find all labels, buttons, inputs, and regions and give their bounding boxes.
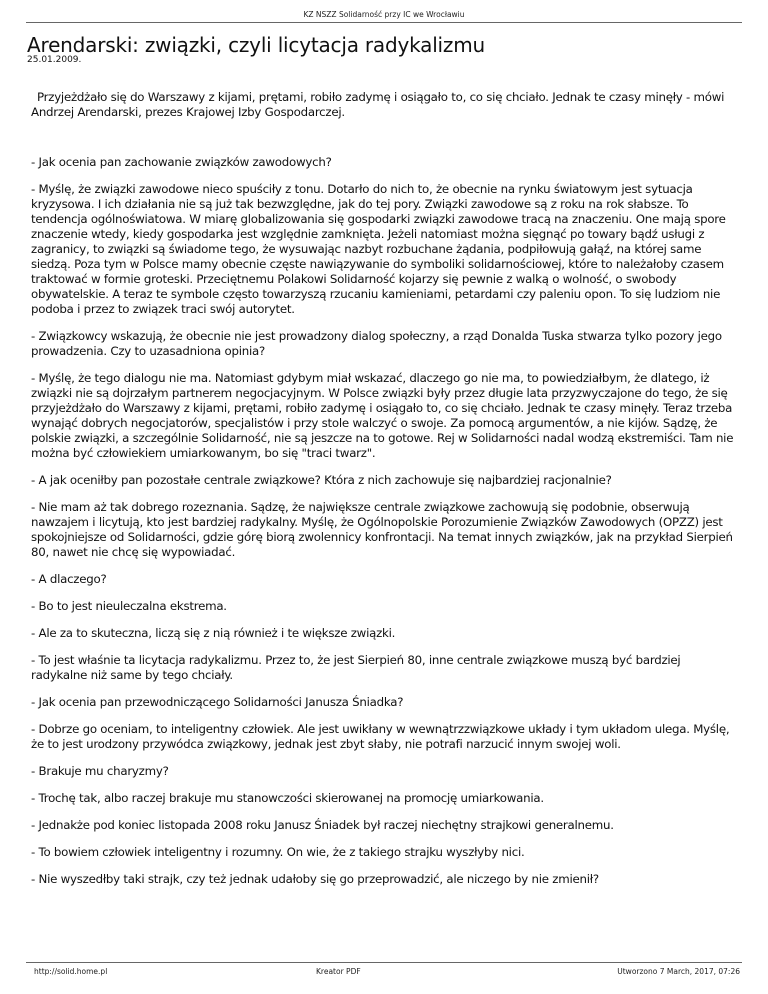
article-lead: Przyjeżdżało się do Warszawy z kijami, prętami, robiło zadymę i osiągało to, co się chciało. Jednak te czasy minęły - mówi Andrzej Arendarski, prezes Krajowej Izby Gospodarczej. — [31, 90, 725, 119]
footer-generator: Kreator PDF — [316, 967, 361, 976]
paragraph: - Jak ocenia pan przewodniczącego Solidarności Janusza Śniadka? — [31, 695, 404, 709]
page-footer — [26, 962, 742, 978]
paragraph: - Ale za to skuteczna, liczą się z nią również i te większe związki. — [31, 626, 396, 640]
article-body — [31, 90, 737, 899]
paragraph: - Jednakże pod koniec listopada 2008 roku Janusz Śniadek był raczej niechętny strajkowi generalnemu. — [31, 818, 614, 832]
paragraph: - Nie wyszedłby taki strajk, czy też jednak udałoby się go przeprowadzić, ale niczego by nie zmienił? — [31, 872, 599, 886]
footer-url: http://solid.home.pl — [34, 967, 108, 976]
paragraph: - Nie mam aż tak dobrego rozeznania. Sądzę, że największe centrale związkowe zachowują się podobnie, obserwują nawzajem i licytują, kto jest bardziej radykalny. Myślę, że Ogólnopolskie Porozumienie Związków Zawodowych (OPZZ) jest spokojniejsze od Solidarności, gdzie górę biorą zwolennicy konfrontacji. Na temat innych związków, jak na przykład Sierpień 80, nawet nie chcę się wypowiadać. — [31, 500, 733, 559]
paragraph: - Dobrze go oceniam, to inteligentny człowiek. Ale jest uwikłany w wewnątrzzwiązkowe układy i tym układom ulega. Myślę, że to jest urodzony przywódca związkowy, jednak jest zbyt słaby, nie potrafi narzucić innym swojej woli. — [31, 722, 730, 751]
paragraph: - Brakuje mu charyzmy? — [31, 764, 169, 778]
paragraph: - Jak ocenia pan zachowanie związków zawodowych? — [31, 155, 332, 169]
paragraph: - A jak oceniłby pan pozostałe centrale związkowe? Która z nich zachowuje się najbardziej racjonalnie? — [31, 473, 612, 487]
article-title: Arendarski: związki, czyli licytacja radykalizmu — [27, 33, 485, 57]
paragraph: - Myślę, że związki zawodowe nieco spuściły z tonu. Dotarło do nich to, że obecnie na rynku światowym jest sytuacja kryzysowa. I ich działania nie są już tak bezwzględne, jak do tej pory. Związki zawodowe są z roku na rok słabsze. To tendencja ogólnoświatowa. W miarę globalizowania się gospodarki związki zawodowe tracą na znaczeniu. One mają spore znaczenie wtedy, kiedy gospodarka jest względnie zamknięta. Jeżeli natomiast można sięgnąć po towary bądź usługi z zagranicy, to związki są świadome tego, że wysuwając nazbyt rozbuchane żądania, podpiłowują gałąź, na której same siedzą. Poza tym w Polsce mamy obecnie częste nawiązywanie do symboliki solidarnościowej, które to należałoby czasem traktować w formie groteski. Przeciętnemu Polakowi Solidarność kojarzy się pewnie z walką o wolność, o swobody obywatelskie. A teraz te symbole często towarzyszą rzucaniu kamieniami, petardami czy paleniu opon. To się ludziom nie podoba i przez to związek traci swój autorytet. — [31, 182, 726, 316]
paragraph: - Myślę, że tego dialogu nie ma. Natomiast gdybym miał wskazać, dlaczego go nie ma, to powiedziałbym, że dlatego, iż związki nie są dojrzałym partnerem negocjacyjnym. W Polsce związki były przez długie lata przyzwyczajone do tego, że się przyjeżdżało do Warszawy z kijami, prętami, robiło zadymę i osiągało to, co się chciało. Jednak te czasy minęły. Teraz trzeba wynająć dobrych negocjatorów, specjalistów i przy stole walczyć o swoje. Za pomocą argumentów, a nie kijów. Sądzę, że polskie związki, a szczególnie Solidarność, nie są jeszcze na to gotowe. Rej w Solidarności nadal wodzą ekstremiści. Tam nie można być człowiekiem umiarkowanym, bo się "traci twarz". — [31, 371, 734, 460]
paragraph: - Związkowcy wskazują, że obecnie nie jest prowadzony dialog społeczny, a rząd Donalda Tuska stwarza tylko pozory jego prowadzenia. Czy to uzasadniona opinia? — [31, 329, 722, 358]
article-date: 25.01.2009. — [27, 55, 82, 65]
paragraph: - Bo to jest nieuleczalna ekstrema. — [31, 599, 227, 613]
page-header — [26, 10, 742, 23]
footer-created: Utworzono 7 March, 2017, 07:26 — [617, 967, 740, 976]
paragraph: - To bowiem człowiek inteligentny i rozumny. On wie, że z takiego strajku wyszłyby nici. — [31, 845, 525, 859]
paragraph: - Trochę tak, albo raczej brakuje mu stanowczości skierowanej na promocję umiarkowania. — [31, 791, 544, 805]
paragraph: - A dlaczego? — [31, 572, 107, 586]
paragraph: - To jest właśnie ta licytacja radykalizmu. Przez to, że jest Sierpień 80, inne centrale związkowe muszą być bardziej radykalne niż same by tego chciały. — [31, 653, 681, 682]
site-title: KZ NSZZ Solidarność przy IC we Wrocławiu — [303, 10, 465, 19]
